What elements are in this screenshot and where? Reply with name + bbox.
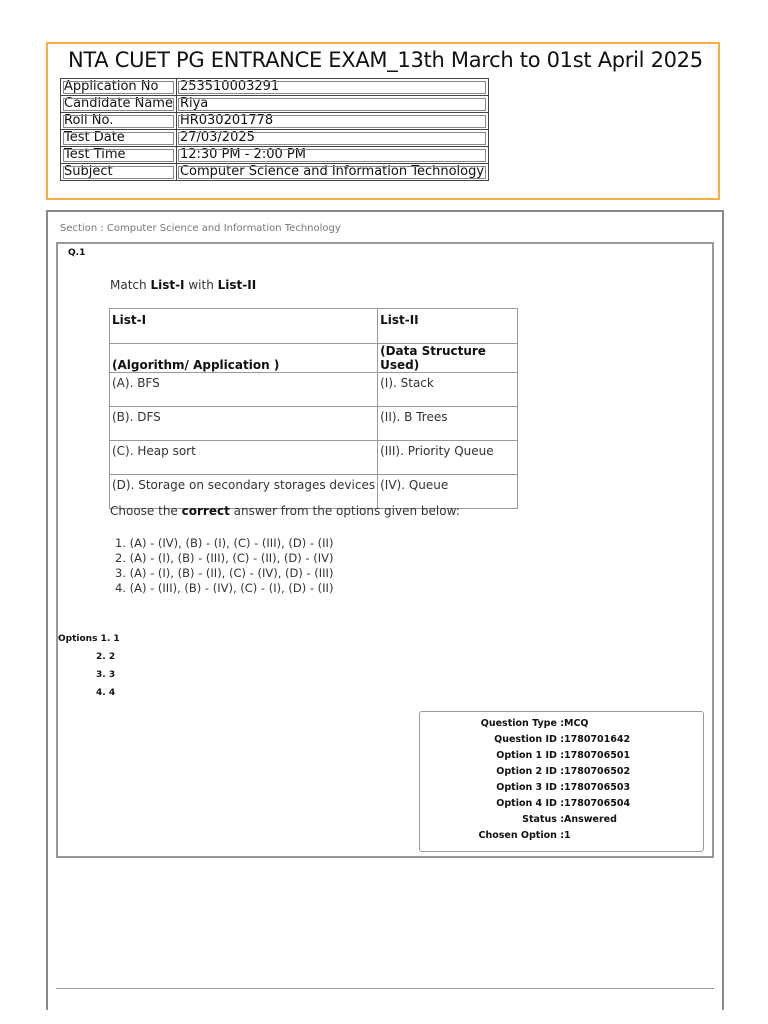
info-row (61, 113, 489, 130)
info-value: 253510003291 (176, 79, 488, 96)
answer-options-list (115, 536, 333, 596)
info-row (61, 164, 489, 181)
match-row (110, 373, 518, 407)
meta-label: Option 4 ID : (496, 798, 564, 809)
info-value: Riya (176, 96, 488, 113)
info-label: Roll No. (61, 113, 177, 130)
meta-row (420, 782, 705, 796)
info-row (61, 147, 489, 164)
meta-value: 1 (564, 830, 571, 841)
list2-subheading: (Data Structure Used) (378, 344, 518, 373)
question-number: Q.1 (68, 248, 86, 258)
match-header-row (110, 309, 518, 344)
meta-label: Option 1 ID : (496, 750, 564, 761)
info-value: HR030201778 (176, 113, 488, 130)
info-row (61, 130, 489, 147)
info-label: Candidate Name (61, 96, 177, 113)
answer-option: 4. (A) - (III), (B) - (IV), (C) - (I), (D) - (II) (115, 581, 334, 595)
list2-cell: (I). Stack (378, 373, 518, 407)
info-value: Computer Science and Information Technology (176, 164, 488, 181)
intro-list1: List-I (150, 278, 185, 292)
list2-cell: (IV). Queue (378, 475, 518, 509)
meta-row (420, 734, 705, 748)
meta-label: Question Type : (480, 718, 564, 729)
choose-prefix: Choose the (110, 504, 182, 518)
meta-value: 1780706501 (564, 750, 631, 761)
info-label: Test Time (61, 147, 177, 164)
intro-mid: with (184, 278, 218, 292)
choose-suffix: answer from the options given below: (229, 504, 460, 518)
list2-heading: List-II (378, 309, 518, 344)
options-label-text: Options (58, 634, 98, 644)
next-question-divider (56, 988, 714, 989)
match-table (109, 308, 518, 509)
meta-value: MCQ (564, 718, 589, 729)
meta-label: Option 3 ID : (496, 782, 564, 793)
list1-cell: (C). Heap sort (110, 441, 378, 475)
meta-label: Status : (522, 814, 564, 825)
meta-row (420, 830, 705, 844)
list1-cell: (D). Storage on secondary storages devices (110, 475, 378, 509)
meta-row (420, 766, 705, 780)
meta-label: Option 2 ID : (496, 766, 564, 777)
meta-value: 1780706504 (564, 798, 631, 809)
list1-heading: List-I (110, 309, 378, 344)
choose-instruction (110, 504, 460, 518)
list1-cell: (A). BFS (110, 373, 378, 407)
exam-header (46, 42, 720, 200)
info-label: Test Date (61, 130, 177, 147)
exam-title: NTA CUET PG ENTRANCE EXAM_13th March to 01st April 2025 (68, 48, 703, 72)
answer-option: 3. (A) - (I), (B) - (II), (C) - (IV), (D) - (III) (115, 566, 334, 580)
question-intro (110, 278, 256, 292)
meta-row (420, 798, 705, 812)
options-label (58, 634, 120, 644)
list1-subheading: (Algorithm/ Application ) (110, 344, 378, 373)
intro-list2: List-II (217, 278, 257, 292)
match-row (110, 441, 518, 475)
meta-value: 1780701642 (564, 734, 631, 745)
section-label: Section : Computer Science and Information Technology (60, 223, 341, 234)
question-meta-box (419, 711, 704, 852)
list1-cell: (B). DFS (110, 407, 378, 441)
meta-label: Question ID : (494, 734, 564, 745)
meta-row (420, 750, 705, 764)
info-value: 27/03/2025 (176, 130, 488, 147)
answer-option: 2. (A) - (I), (B) - (III), (C) - (II), (D) - (IV) (115, 551, 334, 565)
meta-label: Chosen Option : (478, 830, 564, 841)
info-label: Subject (61, 164, 177, 181)
info-label: Application No (61, 79, 177, 96)
meta-row (420, 718, 705, 732)
option-item: 2. 2 (96, 652, 116, 662)
meta-value: 1780706503 (564, 782, 631, 793)
info-row (61, 79, 489, 96)
list2-cell: (III). Priority Queue (378, 441, 518, 475)
meta-value: 1780706502 (564, 766, 631, 777)
info-value: 12:30 PM - 2:00 PM (176, 147, 488, 164)
intro-prefix: Match (110, 278, 151, 292)
choose-bold: correct (181, 504, 230, 518)
option-item: 1. 1 (100, 634, 120, 644)
meta-row (420, 814, 705, 828)
match-subheader-row (110, 344, 518, 373)
meta-value: Answered (564, 814, 617, 825)
list2-cell: (II). B Trees (378, 407, 518, 441)
option-item: 4. 4 (96, 688, 116, 698)
candidate-info-table (60, 78, 489, 181)
option-item: 3. 3 (96, 670, 116, 680)
info-row (61, 96, 489, 113)
match-row (110, 407, 518, 441)
answer-option: 1. (A) - (IV), (B) - (I), (C) - (III), (D) - (II) (115, 536, 334, 550)
